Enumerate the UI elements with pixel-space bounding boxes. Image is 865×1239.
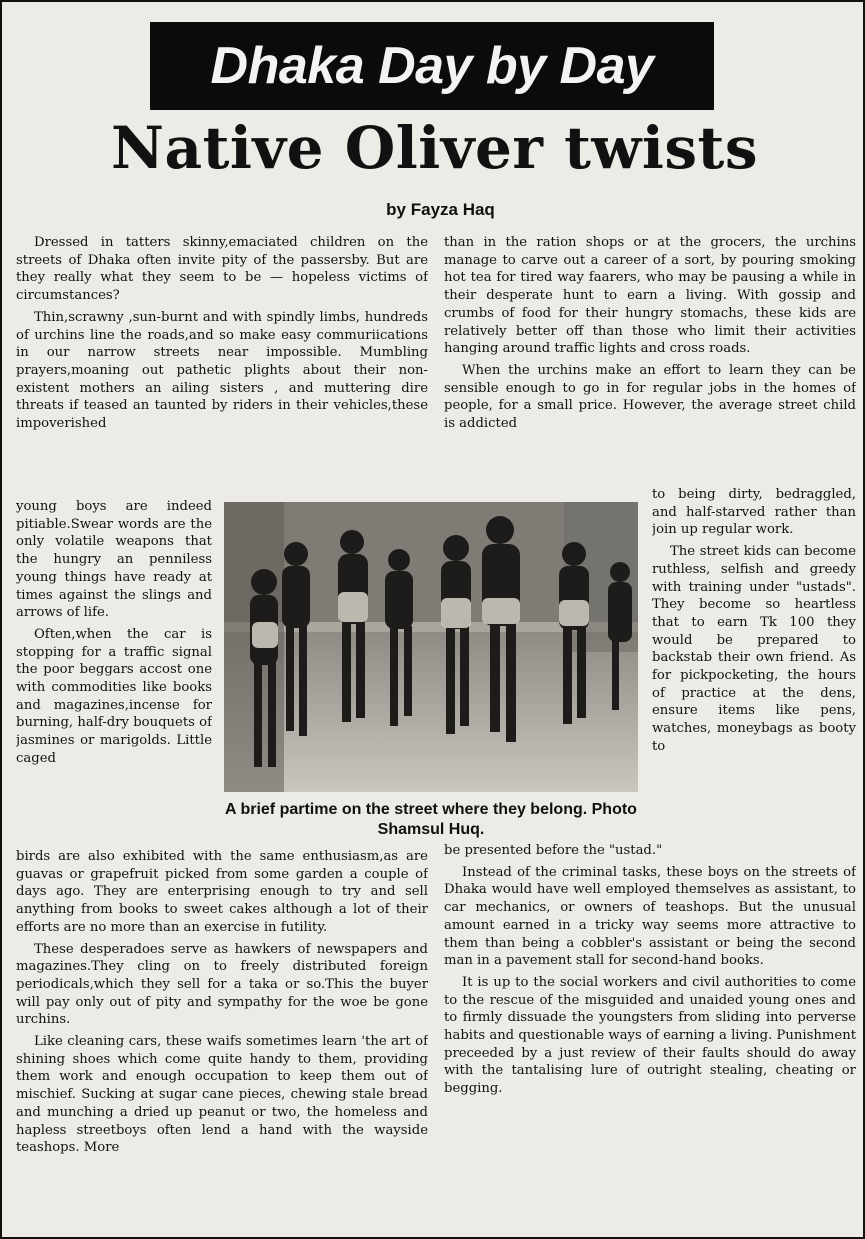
street-children-photo: [224, 502, 638, 792]
paragraph: Instead of the criminal tasks, these boys on the streets of Dhaka would have well employed themselves as assistant, to car mechanics, or owners of teashops. But the unusual amount earned in a tricky way seems more attractive to them than being a cobbler's assistant or being the second man in a pavement stall for second-hand books.: [444, 864, 856, 969]
paragraph: The street kids can become ruthless, selfish and greedy with training under "ustads". They become so heartless that to earn Tk 100 they would be prepared to backstab their own friend. As for pickpocketing, the hours of practice at the dens, ensure items like pens, watches, moneybags as booty to: [652, 544, 856, 754]
column-2-narrow: [652, 486, 856, 842]
paragraph: to being dirty, bedraggled, and half-starved rather than join up regular work.: [652, 487, 856, 538]
column-1-bottom: [16, 848, 428, 1233]
paragraph: than in the ration shops or at the grocers, the urchins manage to carve out a career of a sort, by pouring smoking hot tea for tired way faarers, who may be pausing a while in their desperate hunt to earn a living. With gossip and crumbs of food for their hungry stomachs, these kids are relatively better off than those who limit their activities hanging around traffic lights and cross roads.: [444, 235, 856, 357]
headline: Native Oliver twists: [110, 114, 758, 182]
column-1-top: [16, 234, 428, 498]
paragraph: young boys are indeed pitiable.Swear words are the only volatile weapons that the hungry an penniless young things have ready at times against the slings and arrows of life.: [16, 499, 212, 621]
column-1-narrow: [16, 498, 212, 848]
photo-illustration: [224, 502, 638, 792]
section-kicker: Dhaka Day by Day: [150, 22, 714, 110]
paragraph: birds are also exhibited with the same enthusiasm,as are guavas or grapefruit picked from some garden a couple of days ago. They are enterprising enough to try and sell anything from books to sweet cakes although a lot of their efforts are no more than an exercise in futility.: [16, 849, 428, 935]
paragraph: These desperadoes serve as hawkers of newspapers and magazines.They cling on to freely distributed foreign periodicals,which they sell for a taka or so.This the buyer will pay only out of pity and sympathy for the woe be gone urchins.: [16, 941, 428, 1028]
paragraph: When the urchins make an effort to learn they can be sensible enough to go in for regular jobs in the homes of people, for a small price. However, the average street child is addicted: [444, 362, 856, 432]
byline: by Fayza Haq: [386, 200, 495, 219]
column-2-bottom: [444, 842, 856, 1236]
paragraph: It is up to the social workers and civil authorities to come to the rescue of the misguided and unaided young ones and to firmly dissuade the youngsters from sliding into perverse habits and questionable ways of earning a living. Punishment preceeded by a just review of their faults should do away with the tantalising lure of outright stealing, cheating or begging.: [444, 974, 856, 1097]
paragraph: Dressed in tatters skinny,emaciated children on the streets of Dhaka often invite pity of the passersby. But are they really what they seem to be — hopeless victims of circumstances?: [16, 235, 428, 304]
paragraph: Like cleaning cars, these waifs sometimes learn 'the art of shining shoes which come quite handy to them, providing them work and enough occupation to keep them out of mischief. Sucking at sugar cane pieces, chewing stale bread and munching a dried up peanut or two, the homeless and hapless streetboys often lend a hand with the wayside teashops. More: [16, 1034, 428, 1156]
photo-caption: A brief partime on the street where they belong. Photo Shamsul Huq.: [225, 801, 637, 838]
column-2-top: [444, 234, 856, 486]
paragraph: Often,when the car is stopping for a traffic signal the poor beggars accost one with commodities like books and magazines,incense for burning, half-dry bouquets of jasmines or marigolds. Little caged: [16, 626, 212, 766]
paragraph: be presented before the "ustad.": [444, 843, 663, 858]
paragraph: Thin,scrawny ,sun-burnt and with spindly limbs, hundreds of urchins line the roads,and so make easy commuriications in our narrow streets near impossible. Mumbling prayers,moaning out pathetic plights about their non-existent mothers an ailing sisters , and muttering dire threats if teased an taunted by riders in their vehicles,these impoverished: [16, 309, 428, 432]
